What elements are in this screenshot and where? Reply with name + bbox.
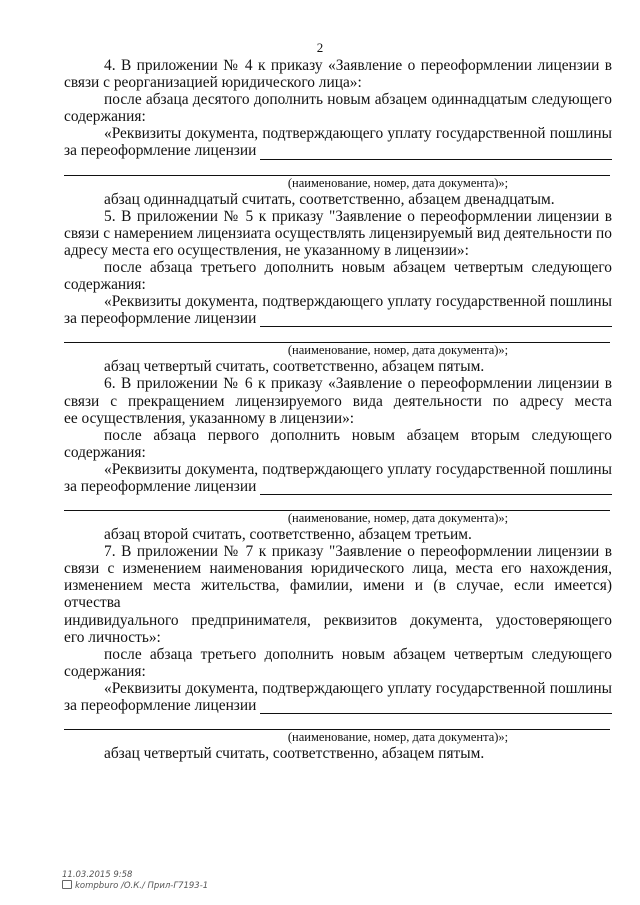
quote-line: «Реквизиты документа, подтверждающего уплату государственной пошлины (104, 125, 612, 143)
footer-timestamp: 11.03.2015 9:58 (62, 870, 133, 880)
fill-in-field (64, 310, 612, 327)
fill-in-field (64, 697, 612, 714)
renumber-line: абзац четвертый считать, соответственно, абзацем пятым. (104, 745, 485, 763)
instruction-line: содержания: (64, 443, 146, 461)
blank-full-line (64, 714, 610, 730)
blank-underline (260, 314, 612, 327)
fill-in-field (64, 142, 612, 159)
renumber-line: абзац четвертый считать, соответственно, абзацем пятым. (104, 358, 485, 376)
fill-in-field (64, 478, 612, 495)
quote-line: «Реквизиты документа, подтверждающего уплату государственной пошлины (104, 679, 612, 697)
instruction-line: после абзаца третьего дополнить новым абзацем четвертым следующего (104, 258, 612, 276)
section-heading-line: изменением места жительства, фамилии, имени и (в случае, если имеется) отчества (64, 577, 612, 612)
fill-in-label: за переоформление лицензии (64, 477, 257, 495)
section-heading-line: связи с прекращением лицензируемого вида деятельности по адресу места (64, 392, 612, 410)
renumber-line: абзац одиннадцатый считать, соответственно, абзацем двенадцатым. (104, 190, 555, 208)
quote-line: «Реквизиты документа, подтверждающего уплату государственной пошлины (104, 293, 612, 311)
renumber-line: абзац второй считать, соответственно, абзацем третьим. (104, 526, 472, 544)
section-heading-line: индивидуального предпринимателя, реквизитов документа, удостоверяющего (64, 611, 612, 629)
fill-in-label: за переоформление лицензии (64, 142, 257, 160)
amendment-section (64, 57, 612, 208)
page-number: 2 (316, 40, 324, 55)
section-heading-line: связи с изменением наименования юридического лица, места его нахождения, (64, 560, 612, 578)
footer-file-ref-text: kompburo /О.К./ Прил-Г7193-1 (75, 881, 209, 891)
field-caption: (наименование, номер, дата документа)»; (287, 730, 509, 745)
amendment-section (64, 375, 612, 543)
field-caption: (наименование, номер, дата документа)»; (287, 343, 509, 358)
section-heading-line: 7. В приложении № 7 к приказу "Заявление о переоформлении лицензии в (104, 543, 612, 561)
instruction-line: после абзаца первого дополнить новым абзацем вторым следующего (104, 426, 612, 444)
section-heading-line: ее осуществления, указанному в лицензии»: (64, 409, 355, 427)
section-heading-line: 6. В приложении № 6 к приказу «Заявление о переоформлении лицензии в (104, 375, 612, 393)
amendment-section (64, 208, 612, 376)
instruction-line: содержания: (64, 276, 146, 294)
section-heading-line: связи с намерением лицензиата осуществлять лицензируемый вид деятельности по (64, 224, 612, 242)
section-heading-line: 4. В приложении № 4 к приказу «Заявление о переоформлении лицензии в (104, 57, 612, 74)
amendment-section (64, 543, 612, 762)
blank-underline (260, 482, 612, 495)
instruction-line: после абзаца десятого дополнить новым абзацем одиннадцатым следующего (104, 91, 612, 109)
fill-in-label: за переоформление лицензии (64, 310, 257, 328)
section-heading-line: связи с реорганизацией юридического лица»: (64, 74, 362, 92)
section-heading-line: адресу места его осуществления, не указанному в лицензии»: (64, 241, 469, 259)
fill-in-label: за переоформление лицензии (64, 697, 257, 714)
page-footer (62, 870, 208, 891)
section-heading-line: 5. В приложении № 5 к приказу "Заявление о переоформлении лицензии в (104, 207, 612, 225)
blank-full-line (64, 495, 610, 511)
blank-underline (260, 147, 612, 160)
footer-file-ref (62, 880, 208, 891)
instruction-line: содержания: (64, 108, 146, 126)
field-caption: (наименование, номер, дата документа)»; (287, 175, 509, 190)
printer-mark-icon (62, 880, 72, 889)
blank-full-line (64, 327, 610, 343)
field-caption: (наименование, номер, дата документа)»; (287, 511, 509, 526)
instruction-line: содержания: (64, 662, 146, 680)
quote-line: «Реквизиты документа, подтверждающего уплату государственной пошлины (104, 460, 612, 478)
document-body (64, 57, 612, 762)
blank-underline (260, 701, 612, 714)
instruction-line: после абзаца третьего дополнить новым абзацем четвертым следующего (104, 645, 612, 663)
section-heading-line: его личность»: (64, 628, 161, 646)
blank-full-line (64, 160, 610, 176)
